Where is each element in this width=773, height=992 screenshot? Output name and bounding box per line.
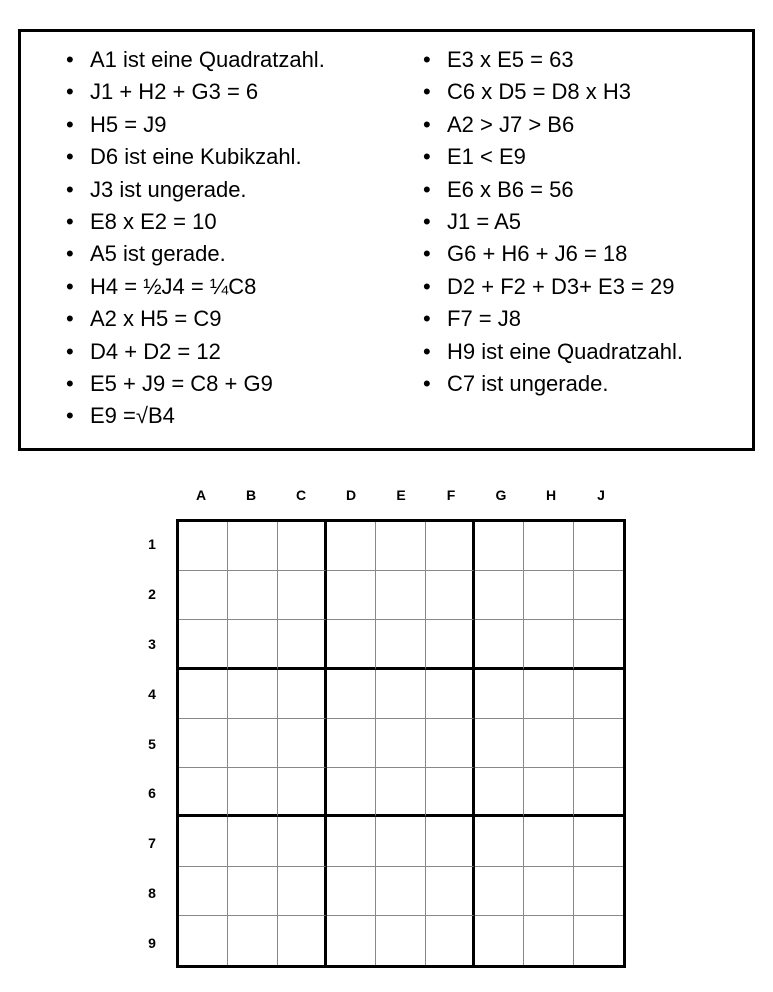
grid-cell-E4[interactable]: [376, 670, 425, 719]
grid-cell-J2[interactable]: [574, 571, 623, 620]
grid-cell-A6[interactable]: [179, 768, 228, 817]
grid-cell-F8[interactable]: [426, 867, 475, 916]
grid-cell-A8[interactable]: [179, 867, 228, 916]
grid-cell-G9[interactable]: [475, 916, 524, 965]
clue-item: • E6 x B6 = 56: [423, 174, 683, 206]
grid-cell-D3[interactable]: [327, 620, 376, 669]
clue-panel: [18, 29, 755, 451]
grid-cell-D7[interactable]: [327, 817, 376, 866]
grid-cell-H1[interactable]: [524, 522, 573, 571]
grid-cell-C1[interactable]: [278, 522, 327, 571]
grid-cell-C6[interactable]: [278, 768, 327, 817]
grid-cell-H3[interactable]: [524, 620, 573, 669]
row-label: 7: [148, 835, 156, 852]
grid-cell-G6[interactable]: [475, 768, 524, 817]
grid-cell-D5[interactable]: [327, 719, 376, 768]
grid-cell-G1[interactable]: [475, 522, 524, 571]
row-label: 4: [148, 685, 156, 702]
clue-item: • A2 x H5 = C9: [66, 303, 325, 335]
grid-cell-B1[interactable]: [228, 522, 277, 571]
grid-cell-G2[interactable]: [475, 571, 524, 620]
grid-cell-J8[interactable]: [574, 867, 623, 916]
grid-cell-F2[interactable]: [426, 571, 475, 620]
clue-item: • A1 ist eine Quadratzahl.: [66, 44, 325, 76]
sudoku-grid: [176, 519, 626, 968]
grid-cell-D1[interactable]: [327, 522, 376, 571]
column-label: J: [597, 487, 605, 503]
grid-cell-J4[interactable]: [574, 670, 623, 719]
grid-cell-E3[interactable]: [376, 620, 425, 669]
grid-cell-J1[interactable]: [574, 522, 623, 571]
grid-cell-D2[interactable]: [327, 571, 376, 620]
grid-cell-J7[interactable]: [574, 817, 623, 866]
row-label: 9: [148, 935, 156, 952]
clue-item: • E8 x E2 = 10: [66, 206, 325, 238]
clue-item: • A5 ist gerade.: [66, 238, 325, 270]
grid-cell-A7[interactable]: [179, 817, 228, 866]
grid-cell-A4[interactable]: [179, 670, 228, 719]
grid-cell-J9[interactable]: [574, 916, 623, 965]
grid-cell-G8[interactable]: [475, 867, 524, 916]
grid-cell-D6[interactable]: [327, 768, 376, 817]
clue-list-right: [423, 44, 683, 400]
grid-cell-G7[interactable]: [475, 817, 524, 866]
grid-cell-H9[interactable]: [524, 916, 573, 965]
row-label: 6: [148, 785, 156, 802]
grid-cell-E7[interactable]: [376, 817, 425, 866]
grid-cell-J5[interactable]: [574, 719, 623, 768]
grid-cell-B6[interactable]: [228, 768, 277, 817]
column-label: F: [446, 487, 456, 503]
clue-item: • E3 x E5 = 63: [423, 44, 683, 76]
column-label: H: [545, 487, 557, 503]
grid-cell-A3[interactable]: [179, 620, 228, 669]
grid-cell-B2[interactable]: [228, 571, 277, 620]
grid-cell-C5[interactable]: [278, 719, 327, 768]
row-label: 3: [148, 635, 156, 652]
grid-cell-J6[interactable]: [574, 768, 623, 817]
grid-cell-A9[interactable]: [179, 916, 228, 965]
grid-cell-F6[interactable]: [426, 768, 475, 817]
grid-cell-B5[interactable]: [228, 719, 277, 768]
grid-cell-E6[interactable]: [376, 768, 425, 817]
column-label: E: [396, 487, 406, 503]
grid-cell-C2[interactable]: [278, 571, 327, 620]
row-label: 2: [148, 585, 156, 602]
grid-cell-G5[interactable]: [475, 719, 524, 768]
grid-cell-H2[interactable]: [524, 571, 573, 620]
clue-item: • C6 x D5 = D8 x H3: [423, 76, 683, 108]
clue-item: • D6 ist eine Kubikzahl.: [66, 141, 325, 173]
clue-item: • J1 + H2 + G3 = 6: [66, 76, 325, 108]
clue-item: • F7 = J8: [423, 303, 683, 335]
grid-cell-F3[interactable]: [426, 620, 475, 669]
grid-cell-F9[interactable]: [426, 916, 475, 965]
clue-item: • J3 ist ungerade.: [66, 174, 325, 206]
grid-cell-F5[interactable]: [426, 719, 475, 768]
grid-cell-H8[interactable]: [524, 867, 573, 916]
grid-cell-F1[interactable]: [426, 522, 475, 571]
grid-cell-D4[interactable]: [327, 670, 376, 719]
clue-item: • E9 =√B4: [66, 400, 325, 432]
clue-item: • D4 + D2 = 12: [66, 336, 325, 368]
column-label: C: [295, 487, 307, 503]
grid-cell-F4[interactable]: [426, 670, 475, 719]
clue-item: • E5 + J9 = C8 + G9: [66, 368, 325, 400]
row-label: 5: [148, 735, 156, 752]
clue-item: • A2 > J7 > B6: [423, 109, 683, 141]
column-label: B: [245, 487, 257, 503]
clue-list-left: [66, 44, 325, 433]
clue-item: • G6 + H6 + J6 = 18: [423, 238, 683, 270]
grid-cell-C8[interactable]: [278, 867, 327, 916]
column-label: D: [345, 487, 357, 503]
grid-cell-B9[interactable]: [228, 916, 277, 965]
grid-cell-H5[interactable]: [524, 719, 573, 768]
column-label: A: [195, 487, 207, 503]
grid-cell-H7[interactable]: [524, 817, 573, 866]
grid-cell-C7[interactable]: [278, 817, 327, 866]
grid-cell-H6[interactable]: [524, 768, 573, 817]
grid-cell-B4[interactable]: [228, 670, 277, 719]
row-label: 1: [148, 535, 156, 552]
column-label: G: [495, 487, 507, 503]
grid-cell-J3[interactable]: [574, 620, 623, 669]
grid-cell-B3[interactable]: [228, 620, 277, 669]
grid-cell-A1[interactable]: [179, 522, 228, 571]
row-label: 8: [148, 885, 156, 902]
grid-cell-E2[interactable]: [376, 571, 425, 620]
clue-item: • H4 = ½J4 = ¼C8: [66, 271, 325, 303]
grid-cell-D8[interactable]: [327, 867, 376, 916]
grid-cell-A5[interactable]: [179, 719, 228, 768]
grid-cell-G4[interactable]: [475, 670, 524, 719]
grid-cell-D9[interactable]: [327, 916, 376, 965]
clue-item: • H9 ist eine Quadratzahl.: [423, 336, 683, 368]
grid-cell-C4[interactable]: [278, 670, 327, 719]
clue-item: • H5 = J9: [66, 109, 325, 141]
grid-cell-H4[interactable]: [524, 670, 573, 719]
grid-cell-A2[interactable]: [179, 571, 228, 620]
grid-cell-E8[interactable]: [376, 867, 425, 916]
grid-cell-B7[interactable]: [228, 817, 277, 866]
clue-item: • D2 + F2 + D3+ E3 = 29: [423, 271, 683, 303]
clue-item: • E1 < E9: [423, 141, 683, 173]
grid-cell-E1[interactable]: [376, 522, 425, 571]
clue-item: • J1 = A5: [423, 206, 683, 238]
grid-cell-C9[interactable]: [278, 916, 327, 965]
grid-cell-E5[interactable]: [376, 719, 425, 768]
grid-cell-G3[interactable]: [475, 620, 524, 669]
grid-cell-B8[interactable]: [228, 867, 277, 916]
grid-cell-E9[interactable]: [376, 916, 425, 965]
grid-cell-C3[interactable]: [278, 620, 327, 669]
clue-item: • C7 ist ungerade.: [423, 368, 683, 400]
grid-cell-F7[interactable]: [426, 817, 475, 866]
